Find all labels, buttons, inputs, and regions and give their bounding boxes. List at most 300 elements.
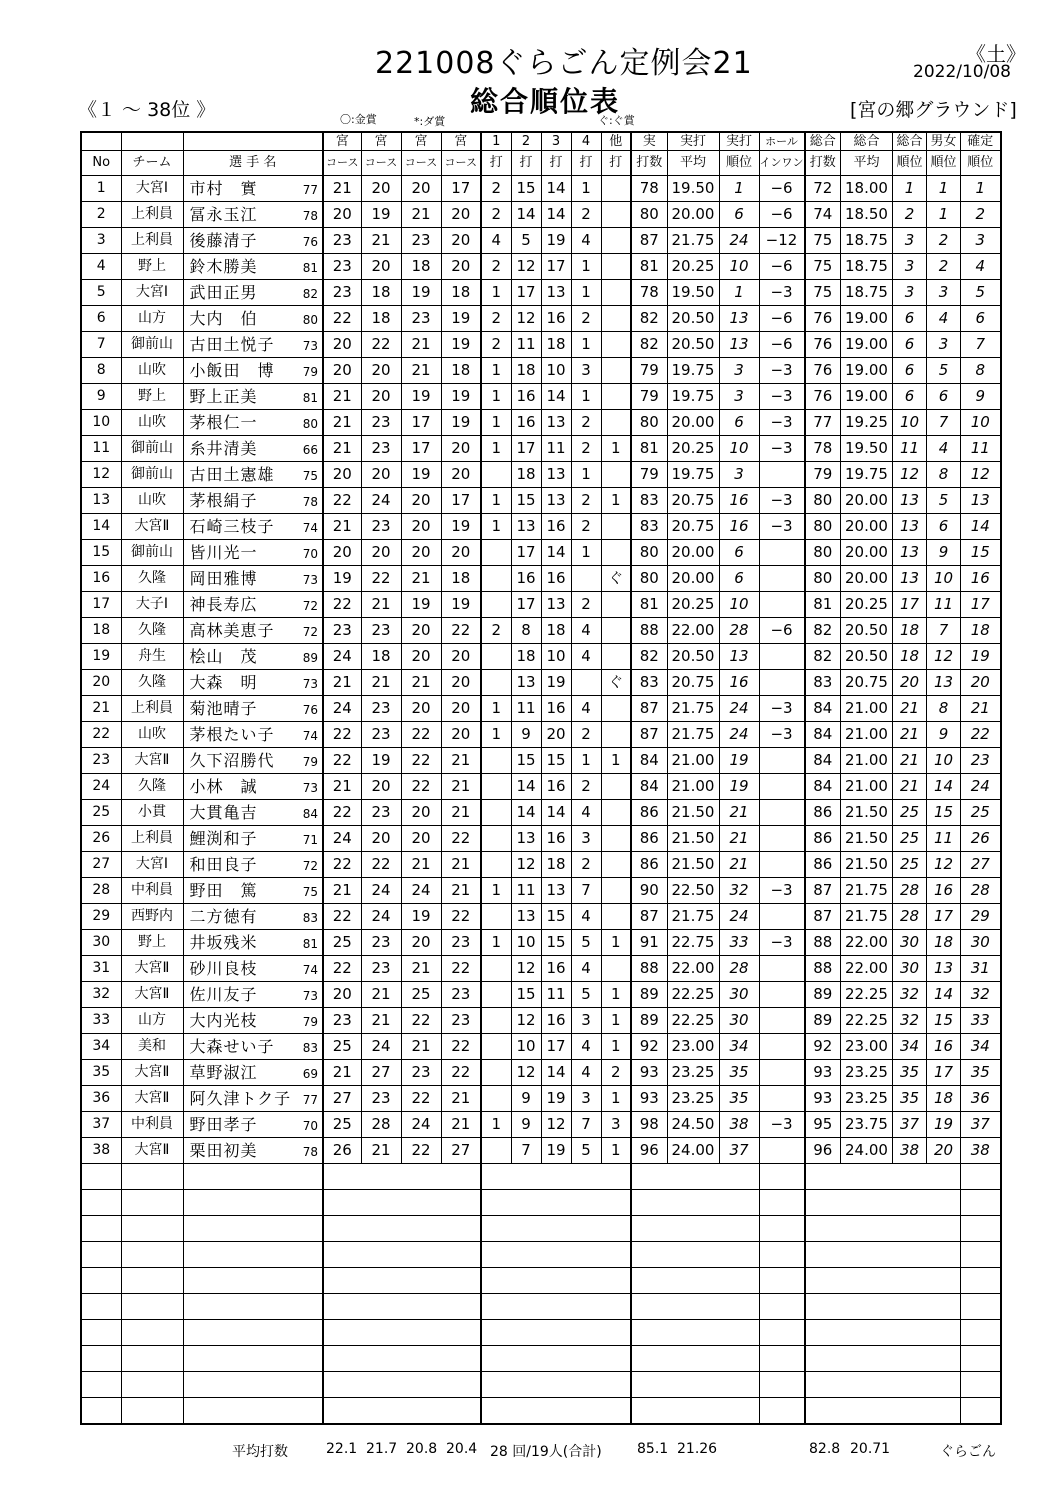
cell-no: 30 xyxy=(81,930,121,956)
cell-final-rank: 1 xyxy=(961,176,1001,202)
cell-team: 久隆 xyxy=(121,670,183,696)
cell-avg: 22.75 xyxy=(667,930,719,956)
player-age: 81 xyxy=(302,391,318,405)
cell-grank: 6 xyxy=(893,384,927,410)
cell-rank: 35 xyxy=(719,1060,759,1086)
cell-hit1: 2 xyxy=(481,332,511,358)
cell-hole-in-one xyxy=(759,540,805,566)
cell-gtotal: 87 xyxy=(805,878,841,904)
player-name: 高林美恵子 xyxy=(189,621,275,640)
cell-gavg: 22.00 xyxy=(841,956,893,982)
cell-no: 22 xyxy=(81,722,121,748)
cell-hole-in-one xyxy=(759,1060,805,1086)
player-name: 井坂残米 xyxy=(189,933,258,952)
player-name-cell xyxy=(183,722,323,748)
cell-gavg: 21.00 xyxy=(841,696,893,722)
cell-final-rank: 2 xyxy=(961,202,1001,228)
player-name: 小林 誠 xyxy=(189,777,258,796)
cell-team: 大宮Ⅱ xyxy=(121,956,183,982)
cell-hit-other: 1 xyxy=(601,748,631,774)
cell-hit-other xyxy=(601,722,631,748)
cell-final-rank: 7 xyxy=(961,332,1001,358)
cell-course3: 21 xyxy=(401,332,441,358)
cell-hit2: 16 xyxy=(511,410,541,436)
cell-avg: 22.25 xyxy=(667,982,719,1008)
cell-final-rank: 28 xyxy=(961,878,1001,904)
cell-no: 31 xyxy=(81,956,121,982)
cell-course1: 21 xyxy=(323,878,361,904)
blank-row xyxy=(81,1190,1001,1216)
table-row xyxy=(81,358,1001,384)
col-header-grank-top: 総合 xyxy=(893,132,927,151)
cell-hit1: 1 xyxy=(481,722,511,748)
cell-hit1: 1 xyxy=(481,280,511,306)
cell-avg: 21.50 xyxy=(667,826,719,852)
cell-mf-rank: 17 xyxy=(927,1060,961,1086)
cell-hit2: 7 xyxy=(511,1138,541,1164)
col-header-grank-bottom: 順位 xyxy=(893,151,927,176)
cell-course4: 20 xyxy=(441,540,481,566)
cell-hit4: 7 xyxy=(571,878,601,904)
cell-course2: 23 xyxy=(361,930,401,956)
cell-gtotal: 93 xyxy=(805,1086,841,1112)
cell-course1: 26 xyxy=(323,1138,361,1164)
player-name: 久下沼勝代 xyxy=(189,751,275,770)
cell-hit2: 13 xyxy=(511,514,541,540)
cell-course2: 18 xyxy=(361,280,401,306)
cell-hit2: 12 xyxy=(511,306,541,332)
player-name: 大貫亀吉 xyxy=(189,803,258,822)
cell-hit-other: 1 xyxy=(601,1008,631,1034)
player-name-cell xyxy=(183,800,323,826)
cell-hit2: 8 xyxy=(511,618,541,644)
cell-hit3: 20 xyxy=(541,722,571,748)
cell-final-rank: 3 xyxy=(961,228,1001,254)
col-header-course1-top: 宮 xyxy=(323,132,361,151)
cell-total: 98 xyxy=(631,1112,667,1138)
table-row xyxy=(81,852,1001,878)
cell-rank: 21 xyxy=(719,800,759,826)
cell-avg: 20.50 xyxy=(667,332,719,358)
cell-hit2: 18 xyxy=(511,358,541,384)
cell-gtotal: 75 xyxy=(805,280,841,306)
cell-course1: 20 xyxy=(323,982,361,1008)
cell-course2: 28 xyxy=(361,1112,401,1138)
col-header-team-top xyxy=(121,132,183,151)
cell-avg: 20.25 xyxy=(667,592,719,618)
cell-mf-rank: 4 xyxy=(927,306,961,332)
cell-course1: 22 xyxy=(323,306,361,332)
blank-cell xyxy=(961,1294,1001,1320)
cell-team: 大子Ⅰ xyxy=(121,592,183,618)
cell-no: 6 xyxy=(81,306,121,332)
blank-cell xyxy=(805,1216,961,1242)
cell-mf-rank: 1 xyxy=(927,176,961,202)
player-age: 70 xyxy=(302,1119,318,1133)
cell-mf-rank: 13 xyxy=(927,670,961,696)
col-header-hole-in-one-top: ホール xyxy=(759,132,805,151)
cell-hit-other xyxy=(601,904,631,930)
cell-hit3: 14 xyxy=(541,202,571,228)
blank-cell xyxy=(631,1242,759,1268)
cell-course2: 27 xyxy=(361,1060,401,1086)
cell-course2: 23 xyxy=(361,618,401,644)
cell-course1: 22 xyxy=(323,956,361,982)
blank-cell xyxy=(631,1216,759,1242)
cell-hit1: 1 xyxy=(481,488,511,514)
cell-avg: 20.00 xyxy=(667,540,719,566)
blank-cell xyxy=(631,1164,759,1190)
cell-no: 5 xyxy=(81,280,121,306)
blank-cell xyxy=(121,1268,183,1294)
ranking-rows xyxy=(81,176,1001,1425)
cell-rank: 24 xyxy=(719,904,759,930)
cell-gavg: 21.75 xyxy=(841,878,893,904)
cell-mf-rank: 16 xyxy=(927,878,961,904)
cell-total: 80 xyxy=(631,410,667,436)
blank-cell xyxy=(121,1346,183,1372)
cell-total: 93 xyxy=(631,1086,667,1112)
cell-rank: 6 xyxy=(719,410,759,436)
cell-no: 9 xyxy=(81,384,121,410)
cell-total: 83 xyxy=(631,488,667,514)
blank-cell xyxy=(759,1294,805,1320)
cell-course1: 23 xyxy=(323,618,361,644)
cell-course2: 23 xyxy=(361,1086,401,1112)
player-name: 市村 實 xyxy=(189,179,258,198)
col-header-hit1-bottom: 打 xyxy=(481,151,511,176)
cell-hit1 xyxy=(481,1138,511,1164)
player-age: 72 xyxy=(302,599,318,613)
cell-hole-in-one xyxy=(759,1008,805,1034)
cell-team: 大宮Ⅰ xyxy=(121,176,183,202)
player-name-cell xyxy=(183,618,323,644)
cell-no: 27 xyxy=(81,852,121,878)
player-name: 茅根絹子 xyxy=(189,491,258,510)
cell-course4: 19 xyxy=(441,514,481,540)
blank-cell xyxy=(805,1398,961,1425)
blank-cell xyxy=(805,1372,961,1398)
table-row xyxy=(81,748,1001,774)
blank-cell xyxy=(481,1320,631,1346)
blank-cell xyxy=(183,1398,323,1425)
blank-cell xyxy=(481,1242,631,1268)
cell-course4: 18 xyxy=(441,358,481,384)
cell-team: 山吹 xyxy=(121,722,183,748)
player-name: 大内光枝 xyxy=(189,1011,258,1030)
cell-hit3: 17 xyxy=(541,1034,571,1060)
blank-cell xyxy=(81,1242,121,1268)
cell-rank: 10 xyxy=(719,436,759,462)
cell-course1: 22 xyxy=(323,592,361,618)
cell-grank: 35 xyxy=(893,1060,927,1086)
cell-grank: 13 xyxy=(893,540,927,566)
cell-no: 16 xyxy=(81,566,121,592)
cell-course3: 23 xyxy=(401,228,441,254)
blank-cell xyxy=(121,1164,183,1190)
blank-cell xyxy=(323,1242,481,1268)
blank-cell xyxy=(81,1346,121,1372)
cell-hit2: 14 xyxy=(511,774,541,800)
cell-course4: 27 xyxy=(441,1138,481,1164)
cell-total: 87 xyxy=(631,904,667,930)
cell-avg: 20.00 xyxy=(667,410,719,436)
cell-hit4: 4 xyxy=(571,800,601,826)
col-header-hit3-top: 3 xyxy=(541,132,571,151)
cell-gtotal: 88 xyxy=(805,956,841,982)
cell-grank: 1 xyxy=(893,176,927,202)
cell-course4: 23 xyxy=(441,1008,481,1034)
cell-rank: 3 xyxy=(719,384,759,410)
player-age: 72 xyxy=(302,859,318,873)
cell-hit2: 16 xyxy=(511,566,541,592)
cell-hole-in-one xyxy=(759,1138,805,1164)
cell-final-rank: 21 xyxy=(961,696,1001,722)
cell-mf-rank: 10 xyxy=(927,566,961,592)
cell-grank: 10 xyxy=(893,410,927,436)
cell-avg: 20.50 xyxy=(667,644,719,670)
blank-row xyxy=(81,1346,1001,1372)
cell-hole-in-one: −12 xyxy=(759,228,805,254)
blank-cell xyxy=(961,1216,1001,1242)
blank-cell xyxy=(805,1268,961,1294)
cell-hit4: 2 xyxy=(571,306,601,332)
player-age: 83 xyxy=(302,911,318,925)
cell-team: 久隆 xyxy=(121,774,183,800)
cell-final-rank: 22 xyxy=(961,722,1001,748)
blank-cell xyxy=(805,1320,961,1346)
player-name: 二方徳有 xyxy=(189,907,258,926)
cell-rank: 19 xyxy=(719,748,759,774)
cell-hole-in-one: −3 xyxy=(759,384,805,410)
cell-gavg: 20.75 xyxy=(841,670,893,696)
cell-team: 久隆 xyxy=(121,566,183,592)
cell-total: 82 xyxy=(631,644,667,670)
cell-course3: 20 xyxy=(401,514,441,540)
table-row xyxy=(81,1034,1001,1060)
legend-gold-prize: 〇:金賞 xyxy=(340,113,377,126)
cell-course3: 24 xyxy=(401,1112,441,1138)
cell-no: 28 xyxy=(81,878,121,904)
col-header-avg-bottom: 平均 xyxy=(667,151,719,176)
cell-no: 19 xyxy=(81,644,121,670)
cell-course2: 24 xyxy=(361,904,401,930)
cell-final-rank: 19 xyxy=(961,644,1001,670)
blank-cell xyxy=(121,1294,183,1320)
cell-grank: 18 xyxy=(893,618,927,644)
cell-grank: 35 xyxy=(893,1086,927,1112)
cell-total: 92 xyxy=(631,1034,667,1060)
player-name: 桧山 茂 xyxy=(189,647,258,666)
cell-avg: 22.00 xyxy=(667,956,719,982)
blank-cell xyxy=(323,1190,481,1216)
cell-total: 81 xyxy=(631,592,667,618)
cell-grank: 3 xyxy=(893,254,927,280)
cell-hit-other xyxy=(601,410,631,436)
table-row xyxy=(81,176,1001,202)
cell-grank: 2 xyxy=(893,202,927,228)
cell-final-rank: 23 xyxy=(961,748,1001,774)
cell-hole-in-one xyxy=(759,592,805,618)
cell-course3: 22 xyxy=(401,748,441,774)
cell-grank: 32 xyxy=(893,982,927,1008)
player-age: 73 xyxy=(302,677,318,691)
cell-course4: 20 xyxy=(441,254,481,280)
cell-mf-rank: 17 xyxy=(927,904,961,930)
cell-course3: 20 xyxy=(401,930,441,956)
cell-hit4: 5 xyxy=(571,982,601,1008)
cell-total: 88 xyxy=(631,956,667,982)
player-age: 75 xyxy=(302,885,318,899)
cell-team: 上利員 xyxy=(121,202,183,228)
cell-course2: 22 xyxy=(361,566,401,592)
cell-course2: 21 xyxy=(361,228,401,254)
col-header-hit-other-top: 他 xyxy=(601,132,631,151)
cell-total: 81 xyxy=(631,436,667,462)
cell-grank: 21 xyxy=(893,774,927,800)
cell-avg: 22.00 xyxy=(667,618,719,644)
weekday-label: 《土》 xyxy=(966,42,1026,66)
col-header-course2-bottom: コース xyxy=(361,151,401,176)
cell-gtotal: 86 xyxy=(805,800,841,826)
cell-hit-other: ぐ xyxy=(601,670,631,696)
cell-rank: 38 xyxy=(719,1112,759,1138)
cell-avg: 23.25 xyxy=(667,1086,719,1112)
cell-course4: 19 xyxy=(441,410,481,436)
cell-course3: 20 xyxy=(401,800,441,826)
cell-rank: 16 xyxy=(719,514,759,540)
cell-hit3: 13 xyxy=(541,878,571,904)
cell-rank: 32 xyxy=(719,878,759,904)
cell-avg: 20.75 xyxy=(667,670,719,696)
cell-course3: 19 xyxy=(401,384,441,410)
cell-course3: 23 xyxy=(401,306,441,332)
col-header-no-top xyxy=(81,132,121,151)
cell-rank: 24 xyxy=(719,228,759,254)
cell-team: 上利員 xyxy=(121,228,183,254)
cell-course2: 21 xyxy=(361,982,401,1008)
cell-hole-in-one: −3 xyxy=(759,410,805,436)
player-name-cell xyxy=(183,956,323,982)
cell-hit1: 2 xyxy=(481,306,511,332)
cell-hit3: 19 xyxy=(541,1086,571,1112)
cell-course4: 21 xyxy=(441,1112,481,1138)
footer-gtotal-avg: 82.8 xyxy=(809,1441,841,1457)
cell-course3: 20 xyxy=(401,540,441,566)
cell-hit-other: 1 xyxy=(601,488,631,514)
blank-cell xyxy=(961,1268,1001,1294)
cell-avg: 21.00 xyxy=(667,774,719,800)
cell-course2: 23 xyxy=(361,514,401,540)
cell-final-rank: 33 xyxy=(961,1008,1001,1034)
cell-rank: 3 xyxy=(719,462,759,488)
player-name-cell xyxy=(183,254,323,280)
player-name-cell xyxy=(183,930,323,956)
table-row xyxy=(81,592,1001,618)
player-name: 和田良子 xyxy=(189,855,258,874)
cell-mf-rank: 12 xyxy=(927,644,961,670)
cell-final-rank: 31 xyxy=(961,956,1001,982)
blank-cell xyxy=(961,1190,1001,1216)
cell-avg: 24.50 xyxy=(667,1112,719,1138)
cell-hit4: 2 xyxy=(571,514,601,540)
cell-hit1 xyxy=(481,826,511,852)
cell-gtotal: 84 xyxy=(805,696,841,722)
cell-course2: 24 xyxy=(361,488,401,514)
cell-gavg: 21.50 xyxy=(841,800,893,826)
cell-hit3: 14 xyxy=(541,384,571,410)
cell-no: 15 xyxy=(81,540,121,566)
cell-course2: 21 xyxy=(361,670,401,696)
cell-hit2: 15 xyxy=(511,748,541,774)
cell-gtotal: 72 xyxy=(805,176,841,202)
cell-avg: 22.25 xyxy=(667,1008,719,1034)
cell-team: 御前山 xyxy=(121,436,183,462)
player-age: 70 xyxy=(302,547,318,561)
table-row xyxy=(81,306,1001,332)
cell-hit3: 13 xyxy=(541,280,571,306)
cell-course2: 20 xyxy=(361,358,401,384)
cell-hit4: 1 xyxy=(571,254,601,280)
cell-gavg: 19.00 xyxy=(841,358,893,384)
cell-hole-in-one xyxy=(759,1034,805,1060)
cell-gavg: 23.75 xyxy=(841,1112,893,1138)
blank-cell xyxy=(759,1268,805,1294)
cell-hole-in-one xyxy=(759,774,805,800)
cell-course1: 21 xyxy=(323,670,361,696)
cell-hit-other xyxy=(601,306,631,332)
player-age: 75 xyxy=(302,469,318,483)
cell-hit1: 1 xyxy=(481,1112,511,1138)
blank-cell xyxy=(961,1242,1001,1268)
cell-rank: 13 xyxy=(719,332,759,358)
cell-hit3: 19 xyxy=(541,670,571,696)
cell-course4: 21 xyxy=(441,878,481,904)
cell-gtotal: 83 xyxy=(805,670,841,696)
cell-hit4: 4 xyxy=(571,956,601,982)
cell-mf-rank: 9 xyxy=(927,540,961,566)
col-header-rank-bottom: 順位 xyxy=(719,151,759,176)
blank-cell xyxy=(759,1164,805,1190)
cell-hole-in-one xyxy=(759,670,805,696)
cell-hit-other xyxy=(601,202,631,228)
cell-course4: 20 xyxy=(441,696,481,722)
col-header-gtotal-bottom: 打数 xyxy=(805,151,841,176)
cell-gavg: 20.00 xyxy=(841,488,893,514)
player-name-cell xyxy=(183,358,323,384)
cell-rank: 6 xyxy=(719,202,759,228)
player-age: 78 xyxy=(302,209,318,223)
cell-total: 78 xyxy=(631,280,667,306)
blank-cell xyxy=(81,1372,121,1398)
cell-no: 13 xyxy=(81,488,121,514)
cell-hit3: 10 xyxy=(541,644,571,670)
player-age: 77 xyxy=(302,183,318,197)
cell-hit-other xyxy=(601,228,631,254)
cell-no: 2 xyxy=(81,202,121,228)
cell-gavg: 21.50 xyxy=(841,852,893,878)
cell-final-rank: 32 xyxy=(961,982,1001,1008)
blank-cell xyxy=(759,1320,805,1346)
cell-hit1 xyxy=(481,644,511,670)
cell-hit2: 15 xyxy=(511,176,541,202)
cell-hit-other xyxy=(601,254,631,280)
cell-gtotal: 82 xyxy=(805,644,841,670)
cell-course3: 19 xyxy=(401,280,441,306)
table-row xyxy=(81,904,1001,930)
cell-team: 舟生 xyxy=(121,644,183,670)
cell-no: 33 xyxy=(81,1008,121,1034)
